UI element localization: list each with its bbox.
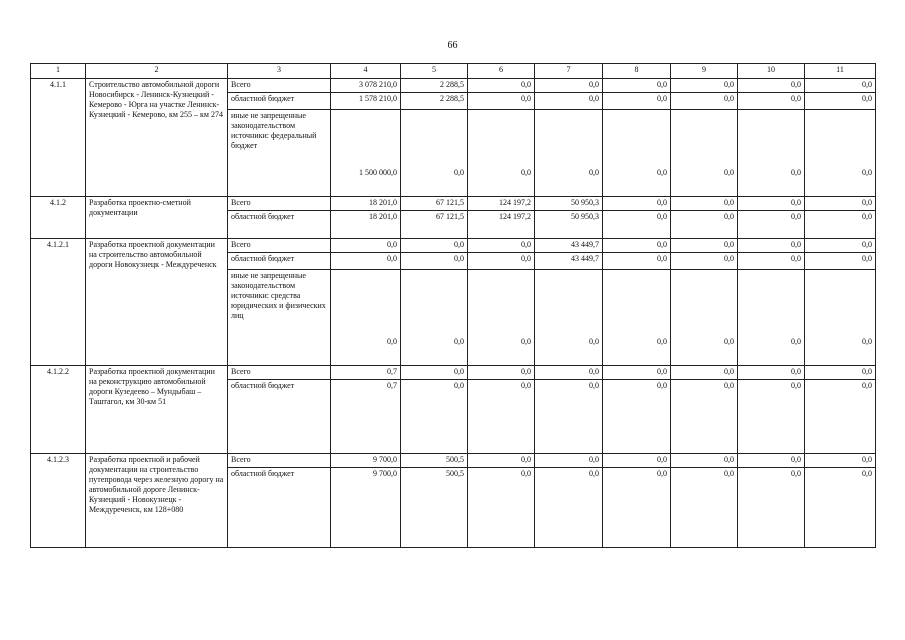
value-cell: 0,0 — [671, 110, 738, 197]
value-cell: 0,0 — [401, 110, 468, 197]
value-cell: 1 578 210,0 — [331, 93, 401, 110]
value-cell: 0,0 — [468, 110, 535, 197]
funding-source: областной бюджет — [228, 253, 331, 270]
value-cell: 0,0 — [805, 211, 876, 239]
value-cell: 0,0 — [603, 93, 671, 110]
value-cell: 0,0 — [603, 110, 671, 197]
row-name: Строительство автомобильной дороги Новосибирск - Ленинск-Кузнецкий - Кемерово - Юрга на участке Ленинск-Кузнецкий - Кемерово, км 255 – км 274 — [86, 79, 228, 197]
table-row — [31, 454, 876, 468]
column-header: 11 — [805, 64, 876, 79]
value-cell: 67 121,5 — [401, 211, 468, 239]
value-cell: 0,0 — [468, 468, 535, 548]
value-cell: 0,0 — [738, 239, 805, 253]
value-cell: 0,0 — [535, 270, 603, 366]
value-cell: 0,0 — [468, 366, 535, 380]
value-cell: 67 121,5 — [401, 197, 468, 211]
value-cell: 0,0 — [738, 93, 805, 110]
value-cell: 0,0 — [468, 454, 535, 468]
value-cell: 9 700,0 — [331, 468, 401, 548]
value-cell: 124 197,2 — [468, 197, 535, 211]
funding-source: Всего — [228, 366, 331, 380]
page-number: 66 — [447, 40, 458, 51]
value-cell: 0,0 — [738, 380, 805, 454]
row-code: 4.1.2.3 — [31, 454, 86, 548]
value-cell: 0,0 — [535, 454, 603, 468]
value-cell: 0,0 — [468, 239, 535, 253]
value-cell: 0,0 — [603, 468, 671, 548]
value-cell: 0,0 — [805, 454, 876, 468]
value-cell: 0,0 — [671, 197, 738, 211]
value-cell: 500,5 — [401, 468, 468, 548]
value-cell: 0,0 — [805, 110, 876, 197]
value-cell: 0,0 — [401, 239, 468, 253]
column-header: 7 — [535, 64, 603, 79]
row-code: 4.1.2.2 — [31, 366, 86, 454]
value-cell: 0,0 — [468, 380, 535, 454]
table-row — [31, 366, 876, 380]
row-name: Разработка проектной и рабочей документации на строительство путепровода через железную дорогу на автомобильной дороге Ленинск-Кузнецкий - Новокузнецк - Междуреченск, км 128+080 — [86, 454, 228, 548]
value-cell: 0,0 — [603, 380, 671, 454]
value-cell: 0,0 — [738, 110, 805, 197]
value-cell: 0,0 — [671, 253, 738, 270]
value-cell: 0,0 — [738, 454, 805, 468]
table-row — [31, 79, 876, 93]
column-header: 6 — [468, 64, 535, 79]
value-cell: 0,0 — [535, 79, 603, 93]
value-cell: 0,0 — [805, 93, 876, 110]
value-cell: 0,0 — [738, 366, 805, 380]
column-header: 4 — [331, 64, 401, 79]
funding-source: Всего — [228, 454, 331, 468]
value-cell: 0,0 — [738, 270, 805, 366]
funding-source: областной бюджет — [228, 93, 331, 110]
value-cell: 500,5 — [401, 454, 468, 468]
value-cell: 9 700,0 — [331, 454, 401, 468]
value-cell: 0,0 — [671, 79, 738, 93]
value-cell: 0,0 — [401, 380, 468, 454]
funding-source: Всего — [228, 79, 331, 93]
column-header: 5 — [401, 64, 468, 79]
value-cell: 0,0 — [738, 197, 805, 211]
row-code: 4.1.2.1 — [31, 239, 86, 366]
row-code: 4.1.2 — [31, 197, 86, 239]
value-cell: 43 449,7 — [535, 239, 603, 253]
table-row — [31, 239, 876, 253]
value-cell: 0,0 — [535, 366, 603, 380]
row-name: Разработка проектно-сметной документации — [86, 197, 228, 239]
value-cell: 0,0 — [738, 253, 805, 270]
value-cell: 0,0 — [805, 380, 876, 454]
value-cell: 0,0 — [671, 468, 738, 548]
column-header: 1 — [31, 64, 86, 79]
column-header: 2 — [86, 64, 228, 79]
value-cell: 0,0 — [603, 79, 671, 93]
funding-source: областной бюджет — [228, 211, 331, 239]
value-cell: 0,0 — [671, 366, 738, 380]
value-cell: 0,0 — [805, 270, 876, 366]
value-cell: 0,0 — [671, 454, 738, 468]
budget-table — [30, 63, 876, 548]
value-cell: 0,0 — [738, 211, 805, 239]
value-cell: 50 950,3 — [535, 197, 603, 211]
value-cell: 18 201,0 — [331, 211, 401, 239]
column-header: 10 — [738, 64, 805, 79]
row-name: Разработка проектной документации на строительство автомобильной дороги Новокузнецк - Междуреченск — [86, 239, 228, 366]
funding-source: областной бюджет — [228, 468, 331, 548]
value-cell: 0,0 — [671, 380, 738, 454]
value-cell: 0,0 — [468, 253, 535, 270]
value-cell: 0,0 — [401, 366, 468, 380]
value-cell: 0,0 — [603, 239, 671, 253]
value-cell: 0,0 — [331, 253, 401, 270]
value-cell: 0,0 — [671, 270, 738, 366]
value-cell: 0,0 — [401, 270, 468, 366]
value-cell: 0,0 — [805, 239, 876, 253]
value-cell: 0,0 — [603, 454, 671, 468]
value-cell: 0,0 — [468, 270, 535, 366]
value-cell: 0,7 — [331, 380, 401, 454]
funding-source: иные не запрещенные законодательством источники: средства юридических и физических лиц — [228, 270, 331, 366]
value-cell: 0,0 — [331, 239, 401, 253]
row-name: Разработка проектной документации на реконструкцию автомобильной дороги Кузедеево – Мундыбаш – Таштагол, км 30-км 51 — [86, 366, 228, 454]
value-cell: 1 500 000,0 — [331, 110, 401, 197]
value-cell: 124 197,2 — [468, 211, 535, 239]
value-cell: 0,0 — [468, 79, 535, 93]
value-cell: 2 288,5 — [401, 93, 468, 110]
table-row — [31, 197, 876, 211]
value-cell: 0,0 — [603, 211, 671, 239]
value-cell: 0,0 — [468, 93, 535, 110]
value-cell: 0,0 — [535, 110, 603, 197]
value-cell: 0,0 — [738, 468, 805, 548]
value-cell: 0,0 — [535, 468, 603, 548]
value-cell: 50 950,3 — [535, 211, 603, 239]
value-cell: 0,0 — [805, 366, 876, 380]
value-cell: 0,0 — [805, 253, 876, 270]
value-cell: 0,0 — [738, 79, 805, 93]
funding-source: областной бюджет — [228, 380, 331, 454]
funding-source: Всего — [228, 197, 331, 211]
value-cell: 0,7 — [331, 366, 401, 380]
value-cell: 0,0 — [603, 270, 671, 366]
row-code: 4.1.1 — [31, 79, 86, 197]
value-cell: 0,0 — [603, 197, 671, 211]
value-cell: 0,0 — [331, 270, 401, 366]
value-cell: 0,0 — [603, 366, 671, 380]
column-header: 9 — [671, 64, 738, 79]
value-cell: 0,0 — [805, 468, 876, 548]
value-cell: 0,0 — [535, 380, 603, 454]
value-cell: 0,0 — [671, 93, 738, 110]
funding-source: иные не запрещенные законодательством источники: федеральный бюджет — [228, 110, 331, 197]
column-header: 8 — [603, 64, 671, 79]
value-cell: 0,0 — [805, 79, 876, 93]
value-cell: 3 078 210,0 — [331, 79, 401, 93]
value-cell: 2 288,5 — [401, 79, 468, 93]
value-cell: 43 449,7 — [535, 253, 603, 270]
table-body — [31, 64, 876, 548]
value-cell: 0,0 — [671, 239, 738, 253]
value-cell: 0,0 — [401, 253, 468, 270]
funding-source: Всего — [228, 239, 331, 253]
value-cell: 0,0 — [671, 211, 738, 239]
value-cell: 18 201,0 — [331, 197, 401, 211]
column-header: 3 — [228, 64, 331, 79]
header-row — [31, 64, 876, 79]
value-cell: 0,0 — [603, 253, 671, 270]
value-cell: 0,0 — [535, 93, 603, 110]
value-cell: 0,0 — [805, 197, 876, 211]
